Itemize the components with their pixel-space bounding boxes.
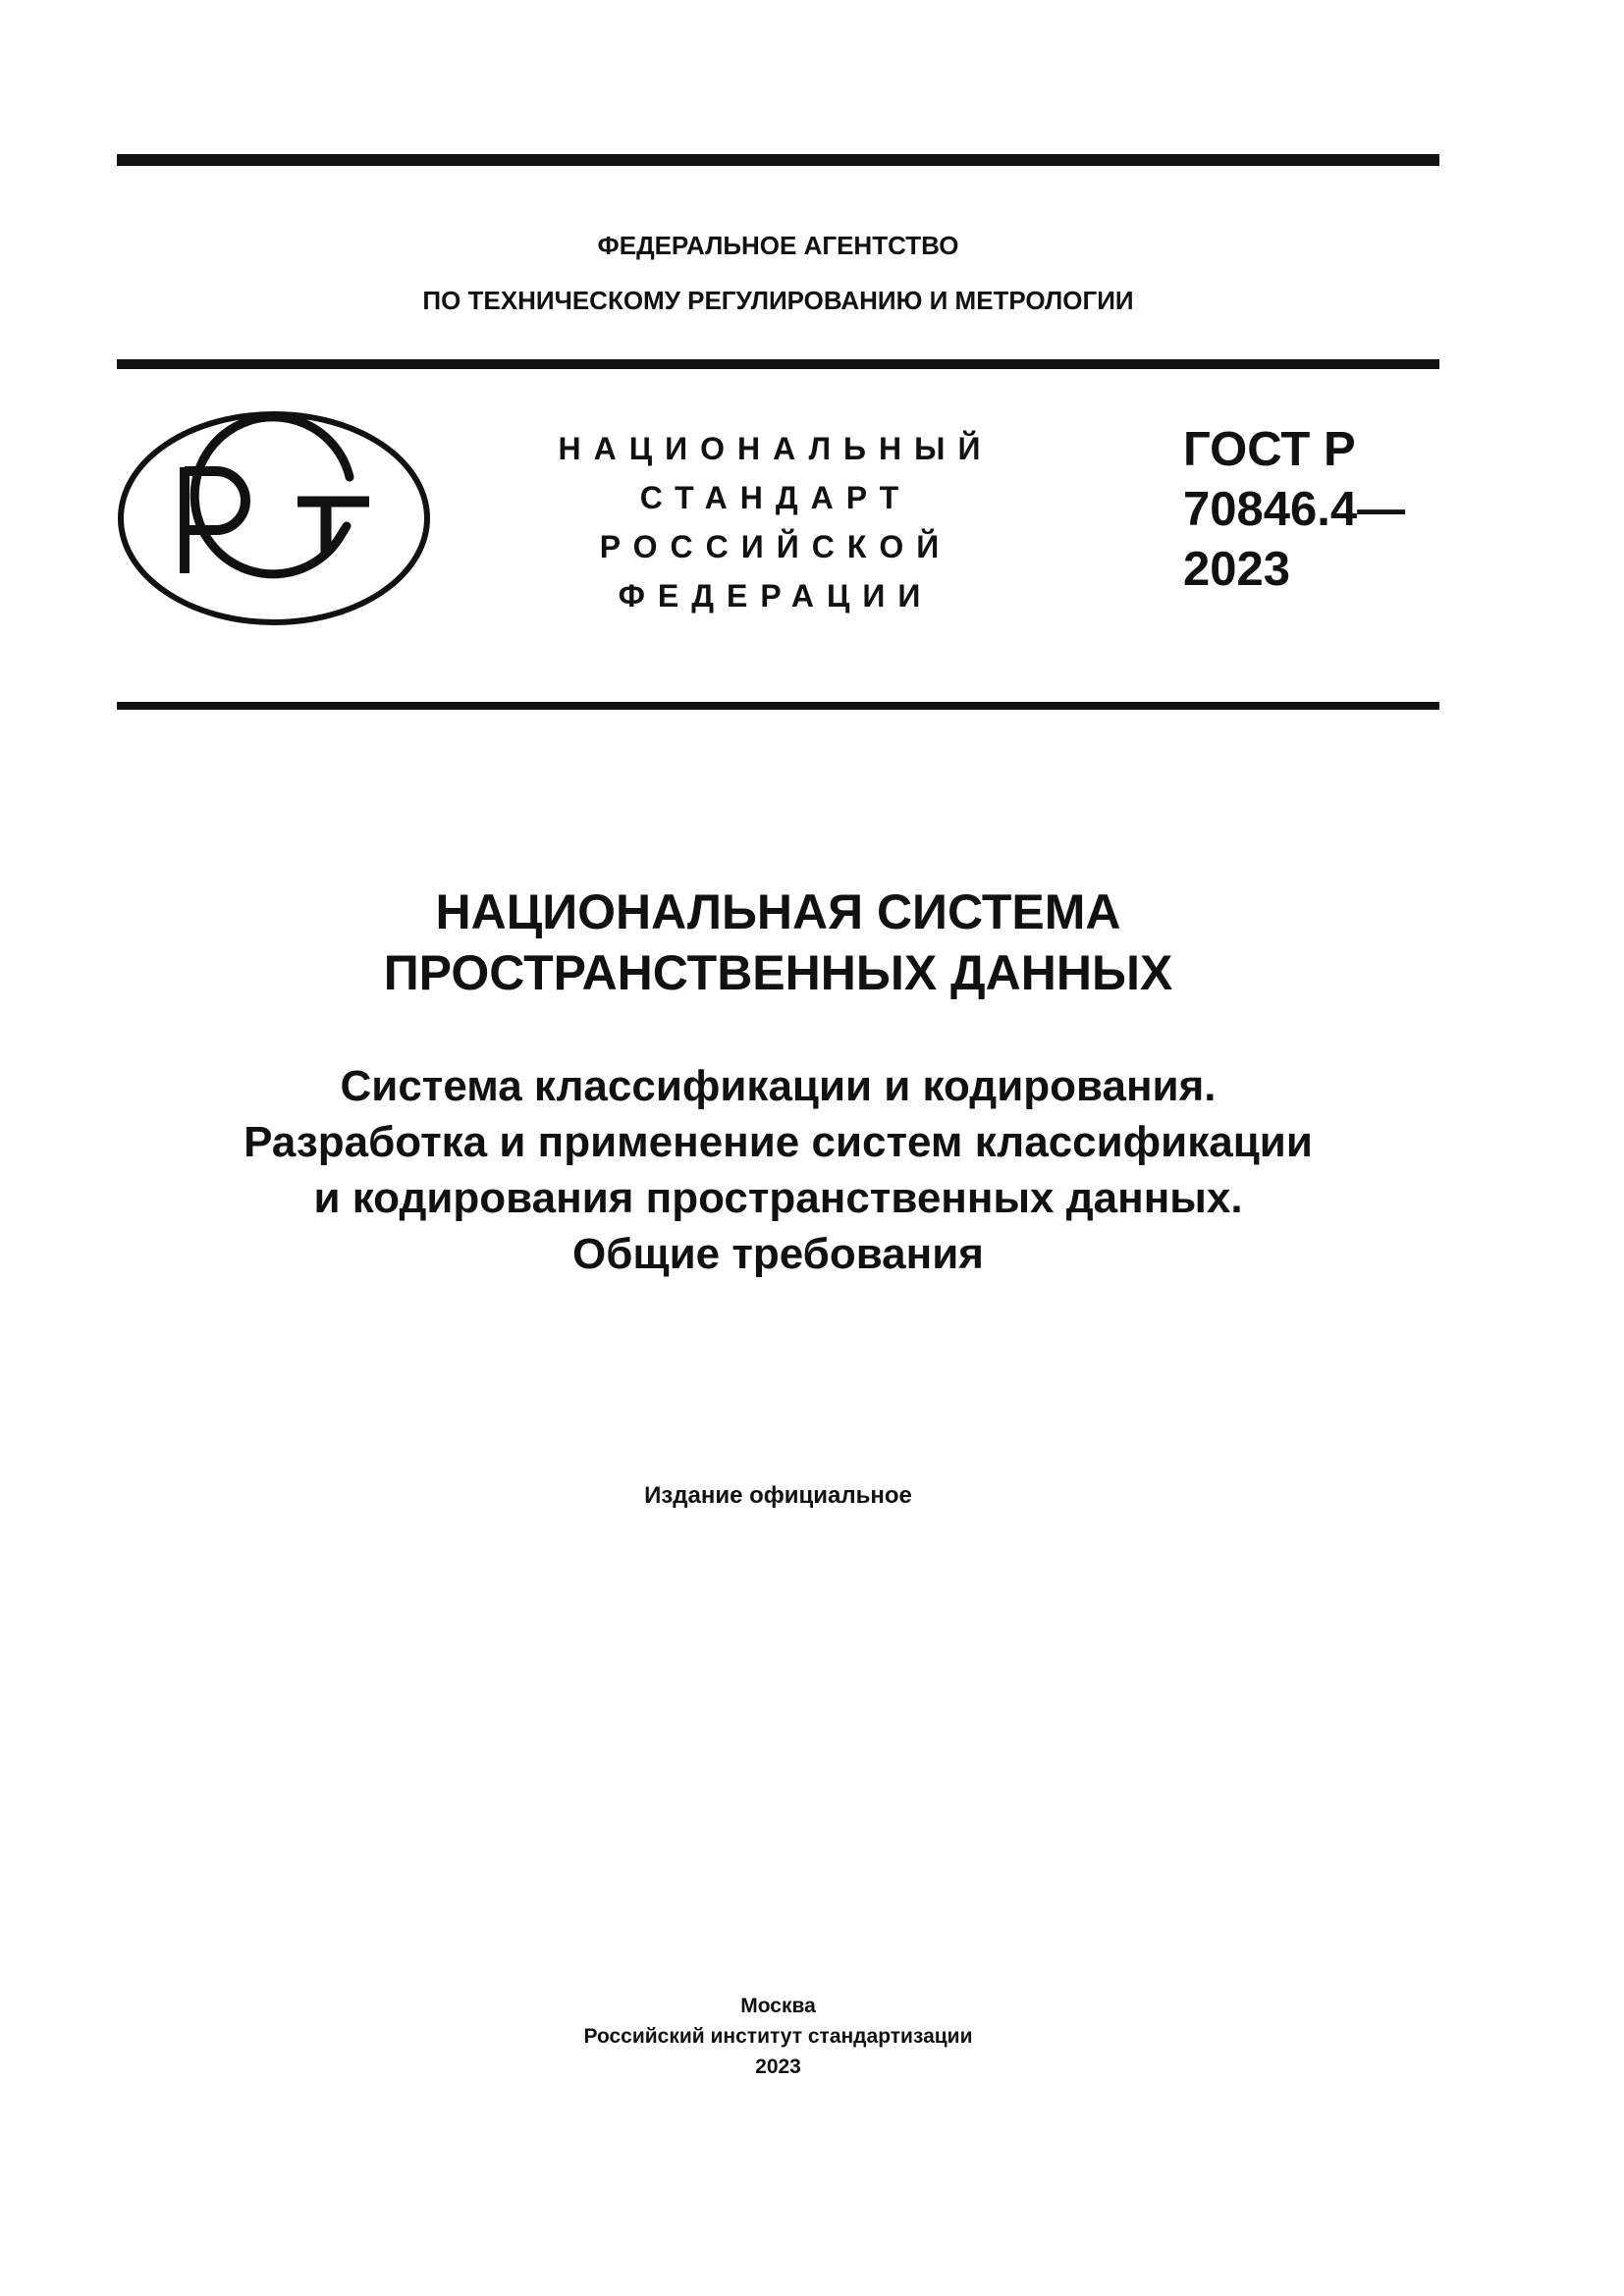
bottom-rule — [117, 702, 1439, 710]
top-rule — [117, 154, 1439, 166]
edition-note: Издание официальное — [644, 1482, 912, 1509]
standard-type-line-1: НАЦИОНАЛЬНЫЙ — [558, 431, 994, 466]
standard-designation — [1183, 420, 1478, 600]
standard-type — [550, 424, 1001, 620]
agency-line-1: ФЕДЕРАЛЬНОЕ АГЕНТСТВО — [597, 231, 959, 260]
subtitle-line-2: Разработка и применение систем классификации — [244, 1118, 1313, 1166]
subtitle-line-4: Общие требования — [572, 1230, 984, 1278]
standard-type-line-4: ФЕДЕРАЦИИ — [618, 578, 934, 614]
rst-certification-mark-icon — [116, 408, 432, 628]
document-title — [117, 881, 1439, 1003]
middle-rule — [117, 359, 1439, 369]
title-line-1: НАЦИОНАЛЬНАЯ СИСТЕМА — [435, 884, 1121, 939]
designation-line-3: 2023 — [1183, 543, 1291, 596]
designation-line-2: 70846.4— — [1183, 483, 1406, 536]
standard-type-line-2: СТАНДАРТ — [639, 480, 912, 515]
standard-type-line-3: РОССИЙСКОЙ — [599, 529, 952, 564]
agency-line-2: ПО ТЕХНИЧЕСКОМУ РЕГУЛИРОВАНИЮ И МЕТРОЛОГИИ — [422, 286, 1134, 315]
subtitle-line-3: и кодирования пространственных данных. — [313, 1174, 1243, 1222]
publisher-institute: Российский институт стандартизации — [583, 2025, 973, 2048]
subtitle-line-1: Система классификации и кодирования. — [340, 1062, 1217, 1110]
document-subtitle — [117, 1058, 1439, 1282]
agency-header — [117, 218, 1439, 328]
designation-line-1: ГОСТ Р — [1183, 423, 1356, 476]
publisher-year: 2023 — [755, 2056, 801, 2078]
publisher-city: Москва — [740, 1995, 816, 2017]
publisher-block — [117, 1991, 1439, 2082]
title-line-2: ПРОСТРАНСТВЕННЫХ ДАННЫХ — [383, 945, 1173, 1000]
